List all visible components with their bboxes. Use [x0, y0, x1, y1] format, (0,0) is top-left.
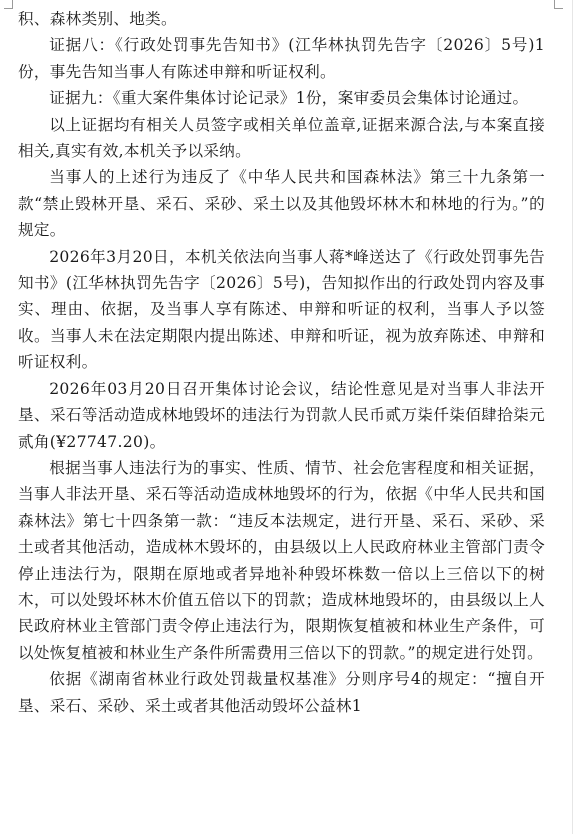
- paragraph-evidence-summary: 以上证据均有相关人员签字或相关单位盖章,证据来源合法,与本案直接相关,真实有效,本机关予以采纳。: [18, 115, 545, 161]
- paragraph-collective-discussion: 2026年03月20日召开集体讨论会议，结论性意见是对当事人非法开垦、采石等活动造成林地毁坏的违法行为罚款人民币贰万柒仟柒佰肆拾柒元贰角(¥27747.20)。: [18, 379, 545, 451]
- page-corner-mark-left: [4, 0, 13, 9]
- paragraph-notice-delivery: 2026年3月20日，本机关依法向当事人蒋*峰送达了《行政处罚事先告知书》(江华林执罚先告字〔2026〕5号)，告知拟作出的行政处罚内容及事实、理由、依据，及当事人享有陈述、申辩和听证的权利，当事人予以签收。当事人未在法定期限内提出陈述、申辩和听证，视为放弃陈述、申辩和听证权利。: [18, 247, 545, 372]
- paragraph-evidence-9: 证据九：《重大案件集体讨论记录》1份，案审委员会集体讨论通过。: [49, 89, 529, 108]
- page-corner-mark-right: [554, 0, 563, 9]
- document-body: [18, 6, 545, 719]
- paragraph-evidence-8: 证据八：《行政处罚事先告知书》(江华林执罚先告字〔2026〕5号)1份，事先告知当事人有陈述申辩和听证权利。: [18, 36, 545, 81]
- paragraph: 积、森林类别、地类。: [18, 10, 177, 28]
- paragraph-discretion-standard: 依据《湖南省林业行政处罚裁量权基准》分则序号4的规定：“擅自开垦、采石、采砂、采土或者其他活动毁坏公益林1: [18, 670, 545, 715]
- paragraph-legal-basis: 根据当事人违法行为的事实、性质、情节、社会危害程度和相关证据，当事人非法开垦、采石等活动造成林地毁坏的行为，依据《中华人民共和国森林法》第七十四条第一款：“违反本法规定，进行开垦、采石、采砂、采土或者其他活动，造成林木毁坏的，由县级以上人民政府林业主管部门责令停止违法行为，限期在原地或者异地补种毁坏株数一倍以上三倍以下的树木，可以处毁坏林木价值五倍以下的罚款；造成林地毁坏的，由县级以上人民政府林业主管部门责令停止违法行为，限期恢复植被和林业生产条件，可以处恢复植被和林业生产条件所需费用三倍以下的罚款。”的规定进行处罚。: [18, 458, 545, 662]
- paragraph-violation: 当事人的上述行为违反了《中华人民共和国森林法》第三十九条第一款“禁止毁林开垦、采石、采砂、采土以及其他毁坏林木和林地的行为。”的规定。: [18, 168, 545, 240]
- page-edge-line: [572, 0, 573, 834]
